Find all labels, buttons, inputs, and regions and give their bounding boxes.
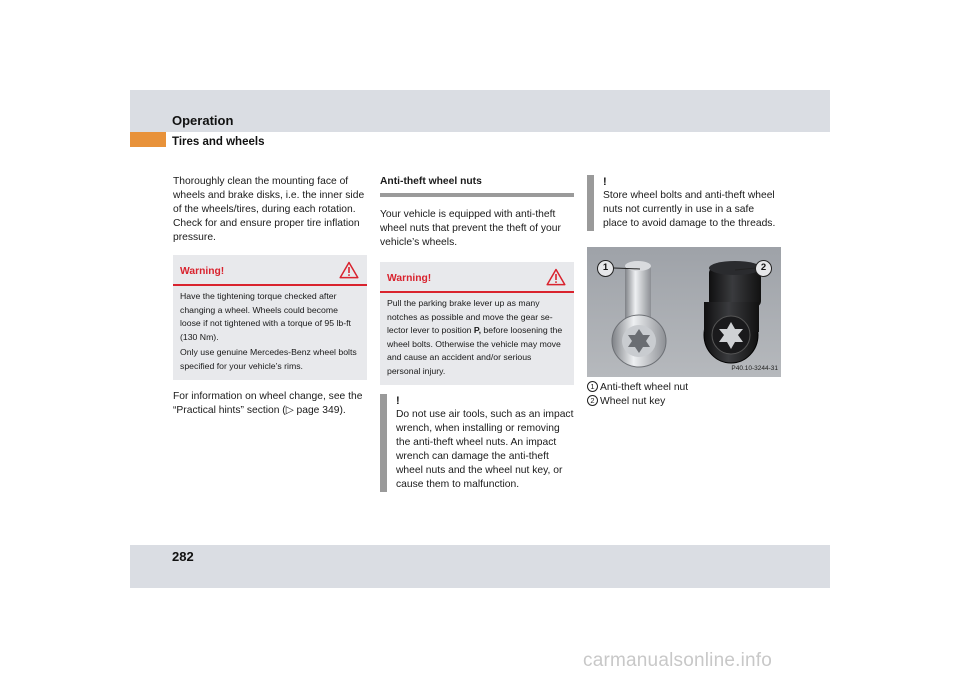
legend-text: Anti-theft wheel nut — [600, 382, 689, 393]
page-number: 282 — [172, 549, 194, 564]
parking-brake-text: Pull the parking brake lever up as many notches as possible and move the gear se-lector lever to position P, before loosening the wheel bolts. Otherwise the vehicle may move and cause an accident and/or serious personal injury. — [387, 298, 563, 376]
warning-triangle-icon — [339, 261, 359, 279]
genuine-bolts-text: Only use genuine Mercedes-Benz wheel bolts specified for your vehicle’s rims. — [180, 347, 357, 371]
column-left — [173, 175, 367, 418]
warning-header — [380, 262, 574, 293]
warning-label: Warning! — [387, 273, 432, 284]
figure-code: P40.10-3244-31 — [731, 365, 778, 372]
section-subtitle: Tires and wheels — [172, 136, 265, 148]
legend-number: 2 — [587, 395, 598, 406]
torque-warning-box — [173, 255, 367, 380]
parking-brake-warning-box — [380, 262, 574, 385]
warning-body — [173, 286, 367, 380]
warning-triangle-icon — [546, 268, 566, 286]
legend-text: Wheel nut key — [600, 396, 666, 407]
footer-band — [130, 545, 830, 588]
gear-position: P, — [473, 325, 482, 336]
warning-header — [173, 255, 367, 286]
chapter-title: Operation — [172, 113, 234, 128]
torque-text: Have the tightening torque checked after changing a wheel. Wheels could become loose if not tightened with a torque of 95 lb-ft (130 Nm). — [180, 291, 351, 342]
chapter-tab-marker — [130, 132, 166, 147]
anti-theft-intro: Your vehicle is equipped with anti-theft wheel nuts that prevent the theft of your vehicle’s wheels. — [380, 209, 561, 248]
callout-1: 1 — [597, 260, 614, 277]
wheel-nut-photo — [587, 247, 781, 377]
header-band — [130, 90, 830, 132]
air-tools-note — [380, 394, 574, 492]
site-watermark: carmanualsonline.info — [583, 650, 773, 671]
figure-legend — [587, 381, 781, 409]
anti-theft-heading: Anti-theft wheel nuts — [380, 175, 574, 197]
legend-item — [587, 381, 781, 395]
legend-number: 1 — [587, 381, 598, 392]
warning-label: Warning! — [180, 266, 225, 277]
practical-hints-paragraph: For information on wheel change, see the “Practical hints” section (▷ page 349). — [173, 390, 363, 416]
storage-text: Store wheel bolts and anti-theft wheel nuts not currently in use in a safe place to avoid damage to the threads. — [603, 190, 776, 229]
wheel-nut-illustration — [587, 247, 781, 377]
column-middle — [380, 175, 574, 492]
cleaning-paragraph: Thoroughly clean the mounting face of wheels and brake disks, i.e. the inner side of the wheels/tires, during each rotation. Check for and ensure proper tire inflation pressure. — [173, 176, 365, 243]
warning-body — [380, 293, 574, 385]
callout-2: 2 — [755, 260, 772, 277]
air-tools-text: Do not use air tools, such as an impact wrench, when installing or removing the anti-theft wheel nuts. An impact wrench can damage the anti-theft wheel nuts and the wheel nut key, or cause them to malfunction. — [396, 408, 574, 490]
storage-note — [587, 175, 781, 231]
exclamation-icon: ! — [396, 394, 400, 407]
column-right — [587, 175, 781, 409]
exclamation-icon: ! — [603, 176, 607, 188]
legend-item — [587, 395, 781, 409]
